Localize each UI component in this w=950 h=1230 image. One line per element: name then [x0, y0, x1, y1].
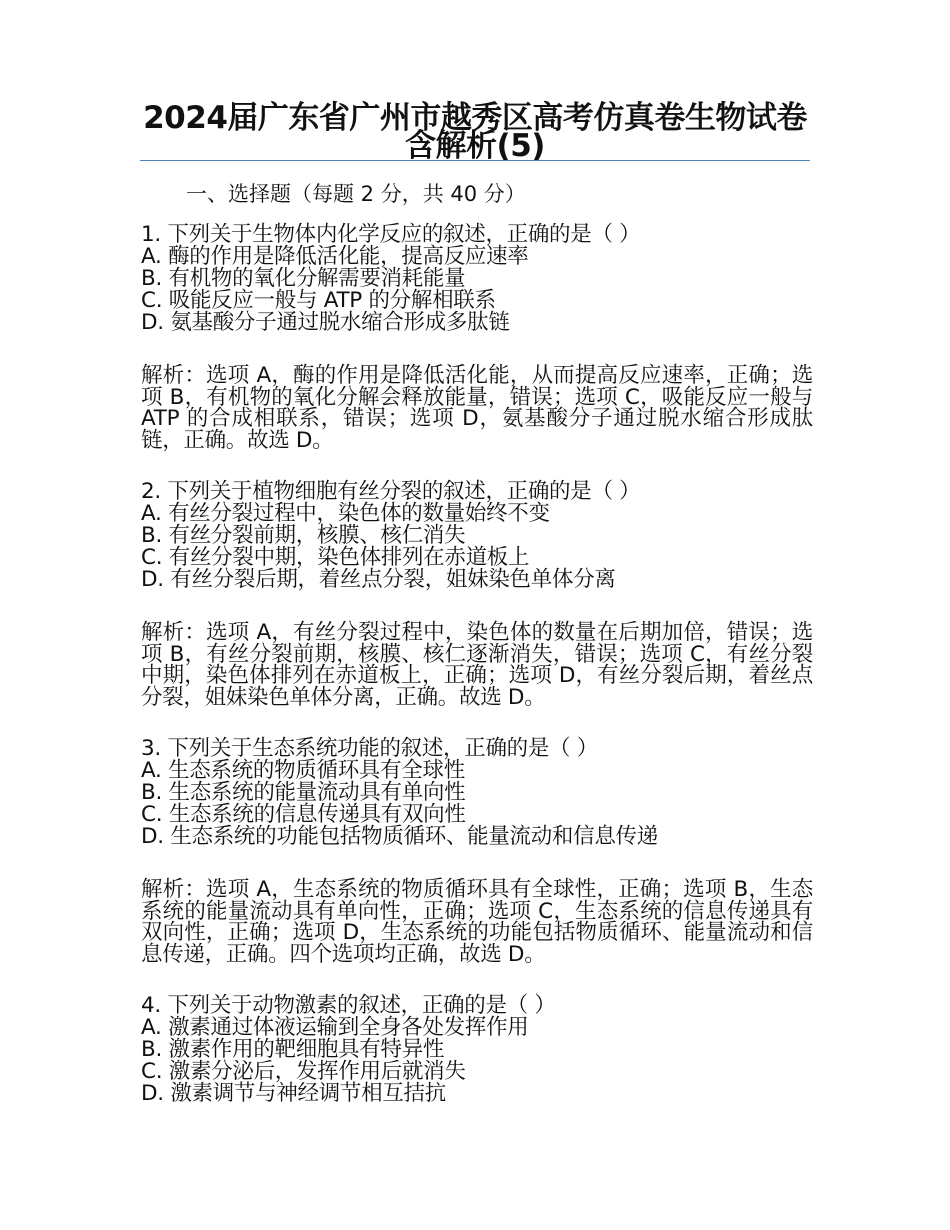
explanation-1: 解析：选项 A，酶的作用是降低活化能，从而提高反应速率，正确；选项 B，有机物的氧化分解会释放能量，错误；选项 C，吸能反应一般与 ATP 的合成相联系，错误；选项 D，氨基酸分子通过脱水缩合形成肽链，正确。故选 D。: [141, 363, 813, 453]
option-b: B. 激素作用的靶细胞具有特异性: [141, 1037, 445, 1062]
option-d: D. 氨基酸分子通过脱水缩合形成多肽链: [141, 310, 510, 335]
option-c: C. 激素分泌后，发挥作用后就消失: [141, 1059, 466, 1084]
question-stem: 3. 下列关于生态系统功能的叙述，正确的是（ ）: [141, 736, 598, 761]
option-d: D. 激素调节与神经调节相互拮抗: [141, 1081, 446, 1106]
title-underline: [140, 160, 810, 161]
option-b: B. 生态系统的能量流动具有单向性: [141, 780, 466, 805]
question-2: [141, 481, 813, 591]
option-a: A. 生态系统的物质循环具有全球性: [141, 758, 465, 783]
title-block: [140, 100, 810, 164]
question-3: [141, 738, 813, 848]
question-stem: 2. 下列关于植物细胞有丝分裂的叙述，正确的是（ ）: [141, 479, 641, 504]
question-stem: 1. 下列关于生物体内化学反应的叙述，正确的是（ ）: [141, 222, 641, 247]
option-b: B. 有丝分裂前期，核膜、核仁消失: [141, 523, 466, 548]
option-b: B. 有机物的氧化分解需要消耗能量: [141, 266, 466, 291]
option-c: C. 生态系统的信息传递具有双向性: [141, 802, 466, 827]
option-a: A. 有丝分裂过程中，染色体的数量始终不变: [141, 501, 550, 526]
section-heading: 一、选择题（每题 2 分，共 40 分）: [186, 182, 526, 206]
question-list: [141, 224, 813, 1105]
explanation-3: 解析：选项 A，生态系统的物质循环具有全球性，正确；选项 B，生态系统的能量流动具有单向性，正确；选项 C，生态系统的信息传递具有双向性，正确；选项 D，生态系统的功能包括物质循环、能量流动和信息传递，正确。四个选项均正确，故选 D。: [141, 877, 814, 967]
question-stem: 4. 下列关于动物激素的叙述，正确的是（ ）: [141, 993, 556, 1018]
option-a: A. 酶的作用是降低活化能，提高反应速率: [141, 244, 529, 269]
option-d: D. 有丝分裂后期，着丝点分裂，姐妹染色单体分离: [141, 567, 616, 592]
option-a: A. 激素通过体液运输到全身各处发挥作用: [141, 1015, 529, 1040]
option-c: C. 吸能反应一般与 ATP 的分解相联系: [141, 288, 496, 313]
question-4: [141, 995, 813, 1105]
document-title: 2024届广东省广州市越秀区高考仿真卷生物试卷含解析(5): [143, 100, 807, 164]
option-c: C. 有丝分裂中期，染色体排列在赤道板上: [141, 545, 530, 570]
explanation-2: 解析：选项 A，有丝分裂过程中，染色体的数量在后期加倍，错误；选项 B，有丝分裂前期，核膜、核仁逐渐消失，错误；选项 C，有丝分裂中期，染色体排列在赤道板上，正确；选项 D，有丝分裂后期，着丝点分裂，姐妹染色单体分离，正确。故选 D。: [141, 620, 813, 710]
question-1: [141, 224, 813, 334]
option-d: D. 生态系统的功能包括物质循环、能量流动和信息传递: [141, 824, 658, 849]
